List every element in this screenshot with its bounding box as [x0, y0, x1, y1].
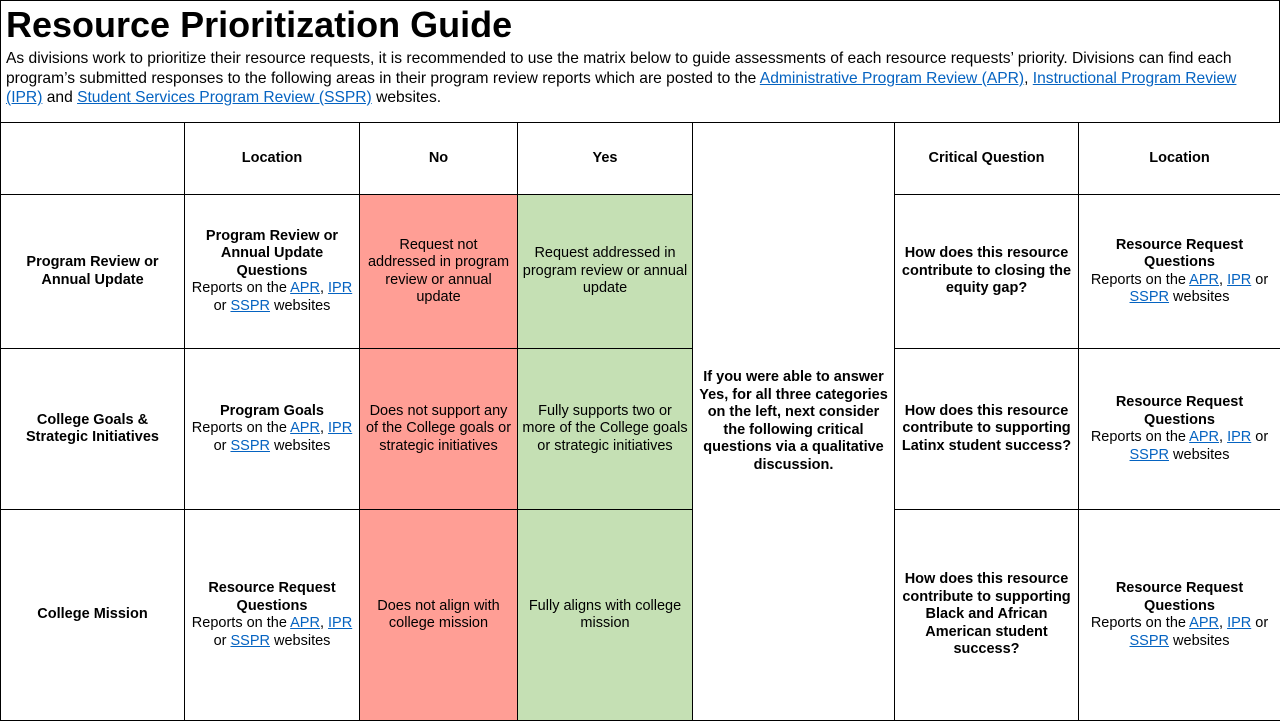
ipr-link[interactable]: IPR [328, 280, 352, 296]
blank-header-cell [1, 123, 185, 195]
page-title: Resource Prioritization Guide [6, 3, 1273, 47]
intro-separator: , [1024, 70, 1033, 87]
apr-link[interactable]: Administrative Program Review (APR) [760, 70, 1024, 87]
sspr-link[interactable]: SSPR [1130, 447, 1170, 463]
or-text: or [214, 438, 231, 454]
location-title: Resource Request Questions [189, 580, 355, 615]
comma-text: , [320, 280, 328, 296]
category-cell: College Goals & Strategic Initiatives [1, 349, 185, 510]
apr-link[interactable]: APR [1189, 429, 1219, 445]
ipr-link[interactable]: IPR [328, 615, 352, 631]
header-row [1, 123, 1280, 195]
ipr-link[interactable]: IPR [328, 420, 352, 436]
sspr-link[interactable]: Student Services Program Review (SSPR) [77, 89, 372, 106]
intro-text: As divisions work to prioritize their resource requests, it is recommended to use the matrix below to guide assessments of each resource requests’ priority. Divisions can find each program’s submitted responses to the following areas in their program review reports which are posted to the [6, 50, 1232, 87]
comma-text: , [320, 615, 328, 631]
yes-header: Yes [518, 123, 693, 195]
ipr-link[interactable]: IPR [1227, 272, 1251, 288]
location2-title: Resource Request Questions [1083, 237, 1276, 272]
websites-text: websites [270, 633, 330, 649]
reports-on-text: Reports on the [1091, 429, 1189, 445]
no-header: No [360, 123, 518, 195]
location2-cell [1079, 349, 1280, 510]
sspr-link[interactable]: SSPR [1130, 633, 1170, 649]
critical-question-cell: How does this resource contribute to closing the equity gap? [895, 195, 1079, 349]
websites-text: websites [270, 298, 330, 314]
apr-link[interactable]: APR [290, 420, 320, 436]
websites-text: websites [1169, 289, 1229, 305]
location-header: Location [185, 123, 360, 195]
or-text: or [1251, 272, 1268, 288]
apr-link[interactable]: APR [290, 615, 320, 631]
sspr-link[interactable]: SSPR [1130, 289, 1170, 305]
critical-question-cell: How does this resource contribute to supporting Latinx student success? [895, 349, 1079, 510]
location2-title: Resource Request Questions [1083, 394, 1276, 429]
table-row [1, 349, 1280, 510]
comma-text: , [1219, 429, 1227, 445]
center-note: If you were able to answer Yes, for all three categories on the left, next consider the following critical questions via a qualitative discussion. [693, 123, 895, 721]
ipr-link[interactable]: IPR [1227, 429, 1251, 445]
comma-text: , [1219, 272, 1227, 288]
apr-link[interactable]: APR [1189, 615, 1219, 631]
yes-cell: Fully supports two or more of the College goals or strategic initiatives [518, 349, 693, 510]
intro-end: websites. [372, 89, 441, 106]
location-cell [185, 510, 360, 721]
comma-text: , [320, 420, 328, 436]
location2-title: Resource Request Questions [1083, 580, 1276, 615]
location2-cell [1079, 510, 1280, 721]
location-cell [185, 349, 360, 510]
no-cell: Request not addressed in program review or annual update [360, 195, 518, 349]
category-cell: College Mission [1, 510, 185, 721]
table-row [1, 510, 1280, 721]
sspr-link[interactable]: SSPR [230, 633, 270, 649]
no-cell: Does not support any of the College goals or strategic initiatives [360, 349, 518, 510]
comma-text: , [1219, 615, 1227, 631]
intro-and: and [42, 89, 77, 106]
websites-text: websites [270, 438, 330, 454]
reports-on-text: Reports on the [1091, 615, 1189, 631]
category-cell: Program Review or Annual Update [1, 195, 185, 349]
reports-on-text: Reports on the [192, 615, 290, 631]
prioritization-matrix [0, 122, 1280, 721]
critical-question-header: Critical Question [895, 123, 1079, 195]
location2-header: Location [1079, 123, 1280, 195]
yes-cell: Fully aligns with college mission [518, 510, 693, 721]
or-text: or [1251, 429, 1268, 445]
reports-on-text: Reports on the [192, 420, 290, 436]
intro-paragraph [6, 49, 1273, 108]
apr-link[interactable]: APR [1189, 272, 1219, 288]
or-text: or [1251, 615, 1268, 631]
critical-question-cell: How does this resource contribute to supporting Black and African American student success? [895, 510, 1079, 721]
location-title: Program Review or Annual Update Questions [189, 228, 355, 281]
websites-text: websites [1169, 447, 1229, 463]
location2-cell [1079, 195, 1280, 349]
websites-text: websites [1169, 633, 1229, 649]
header-section [0, 0, 1280, 122]
sspr-link[interactable]: SSPR [230, 298, 270, 314]
ipr-link[interactable]: IPR [1227, 615, 1251, 631]
yes-cell: Request addressed in program review or annual update [518, 195, 693, 349]
location-title: Program Goals [189, 403, 355, 421]
no-cell: Does not align with college mission [360, 510, 518, 721]
table-row [1, 195, 1280, 349]
sspr-link[interactable]: SSPR [230, 438, 270, 454]
location-cell [185, 195, 360, 349]
or-text: or [214, 298, 231, 314]
ipr-link[interactable]: Instructional Program Review (IPR) [6, 70, 1236, 107]
reports-on-text: Reports on the [1091, 272, 1189, 288]
or-text: or [214, 633, 231, 649]
apr-link[interactable]: APR [290, 280, 320, 296]
reports-on-text: Reports on the [192, 280, 290, 296]
